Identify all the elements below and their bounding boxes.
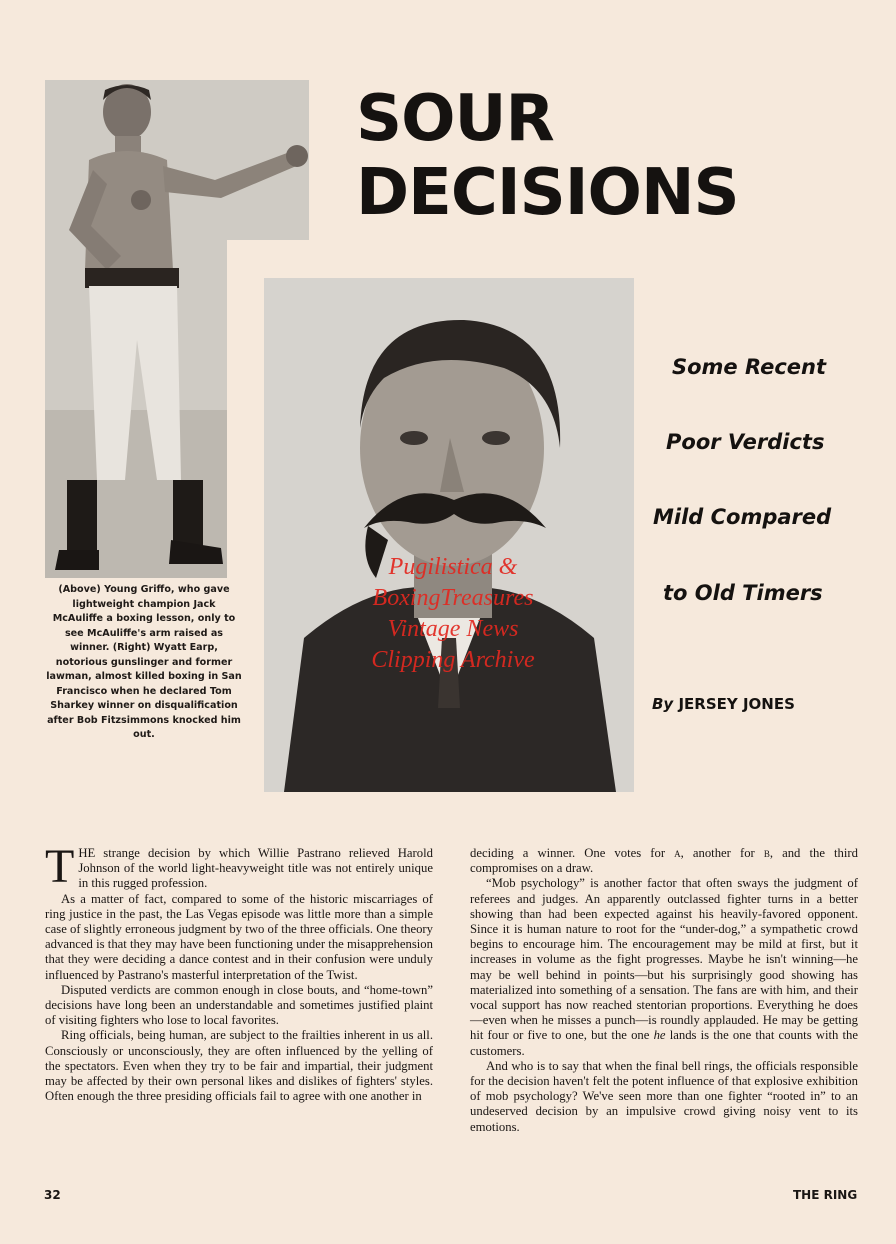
body-column-right <box>470 846 858 1135</box>
portrait-illustration <box>264 278 634 792</box>
paragraph: And who is to say that when the final bell rings, the officials responsible for the decision haven't felt the potent influence of that explosive exhibition of mob psychology? We've seen more than one fighter “rooted in” to an undeserved decision by an impulsive crowd giving noisy vent to its emotions. <box>470 1058 858 1134</box>
byline <box>652 695 795 713</box>
deck-line-2: Poor Verdicts <box>666 430 825 454</box>
page-number: 32 <box>44 1188 61 1202</box>
watermark-line-1: Pugilistica & <box>388 554 518 580</box>
drop-cap: T <box>45 840 75 893</box>
paragraph: Disputed verdicts are common enough in close bouts, and “home-town” decisions have long been an understandable and sometimes justified plaint of visiting fighters who lose to local favorites. <box>45 982 433 1028</box>
deck-line-3: Mild Compared <box>653 505 832 529</box>
text-run: , and the third compromises on a draw. <box>470 846 858 876</box>
watermark-line-4: Clipping Archive <box>371 647 535 673</box>
watermark-line-2: BoxingTreasures <box>372 585 534 611</box>
paragraph-text: HE strange decision by which Willie Pastrano relieved Harold Johnson of the world light-heavyweight title was not entirely unique in this rugged profession. <box>78 846 433 891</box>
text-run: , another for <box>680 846 764 860</box>
byline-author: JERSEY JONES <box>678 695 795 713</box>
headline <box>356 82 876 230</box>
text-run: deciding a winner. One votes for <box>470 846 675 860</box>
text-run: “Mob psychology” is another factor that often sways the judgment of referees and judges. An apparently outclassed fighter turns in a better showing than had been expected against his heavily-favored opponent. Since it is human nature to root for the “under-dog,” a sympathetic crowd begins to encourage him. The encouragement may be mild at first, but it increases in volume as the fight progresses. Maybe he isn't winning—he may be well behind in points—but his surprisingly good showing has materialized into something of a sensation. The fans are with him, and their vocal support has now reached stentorian proportions. Everything he does—even when he misses a punch—is roundly applauded. He may be getting hit four or five to one, but the one <box>470 876 858 1043</box>
headline-line-2: DECISIONS <box>356 156 739 230</box>
text-run: he <box>653 1028 666 1043</box>
paragraph: Ring officials, being human, are subject to the frailties inherent in us all. Consciously or unconsciously, they are often influenced by the yelling of the spectators. Even when they try to be fair and impartial, their judgment may be affected by their own personal likes and dislikes of fighters' styles. Often enough the three presiding officials fail to agree with one another in <box>45 1028 433 1104</box>
text-run: a <box>674 846 681 860</box>
body-column-left <box>45 840 433 1104</box>
paragraph <box>470 846 858 876</box>
watermark <box>318 552 588 676</box>
text-run: b <box>763 846 770 860</box>
deck-line-1: Some Recent <box>672 355 827 379</box>
magazine-name: THE RING <box>793 1188 858 1202</box>
deck-line-4: to Old Timers <box>663 581 823 605</box>
photo-caption: (Above) Young Griffo, who gave lightweight champion Jack McAuliffe a boxing lesson, only to see McAuliffe's arm raised as winner. (Right) Wyatt Earp, notorious gunslinger and former lawman, almost killed boxing in San Francisco when he declared Tom Sharkey winner on disqualification after Bob Fitzsimmons knocked him out. <box>46 584 242 740</box>
photo-wyatt-earp <box>264 278 634 792</box>
text-run: lands is the one that counts with the customers. <box>470 1028 858 1058</box>
watermark-line-3: Vintage News <box>387 616 519 642</box>
paragraph: As a matter of fact, compared to some of the historic miscarriages of ring justice in the past, the Las Vegas episode was little more than a simple case of slightly erroneous judgment by two of the three officials. One theory advanced is that they may have been functioning under the misapprehension that they were deciding a dance contest and in their confusion were unduly influenced by Pastrano's masterful interpretation of the Twist. <box>45 891 433 982</box>
paragraph <box>470 876 858 1058</box>
byline-by: By <box>652 695 674 713</box>
paragraph <box>45 840 433 893</box>
headline-line-1: SOUR <box>356 82 554 156</box>
